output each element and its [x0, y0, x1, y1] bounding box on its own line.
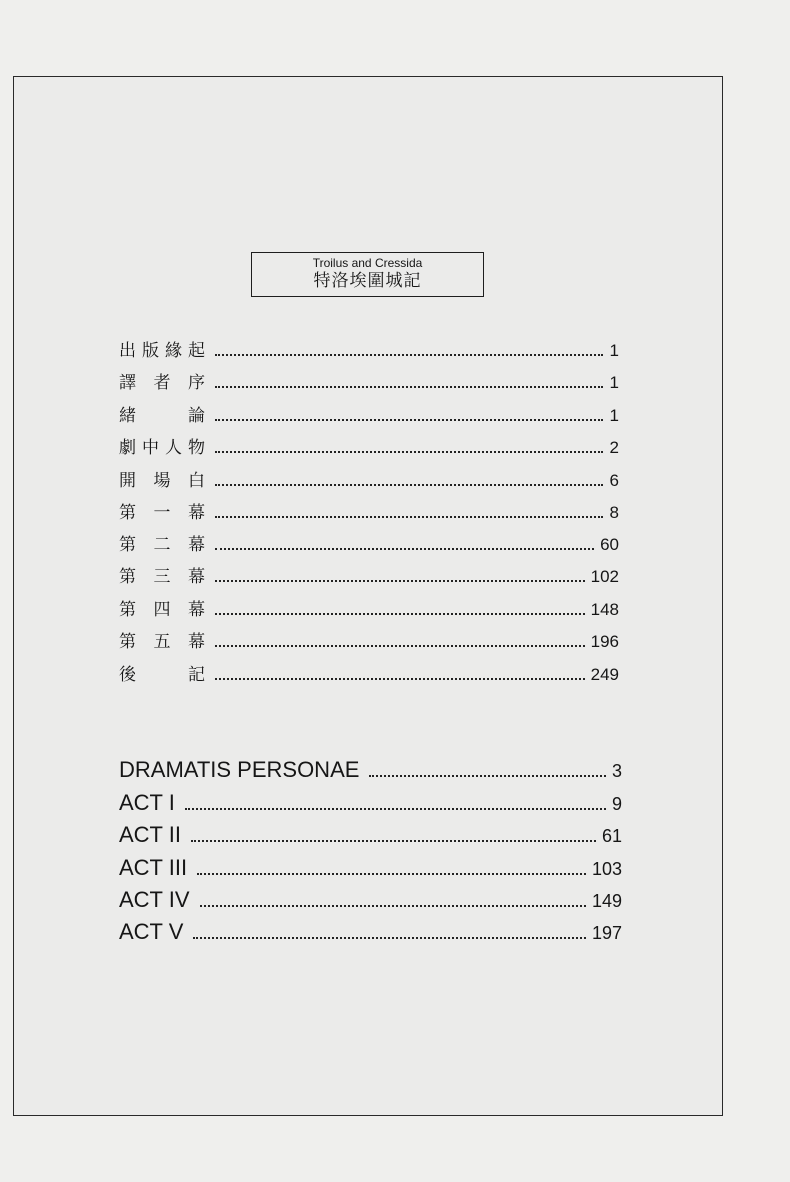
toc-item-label: 第五幕: [119, 632, 205, 652]
toc-item-label: 第一幕: [119, 503, 205, 523]
toc-item-label: ACT I: [119, 790, 175, 815]
toc-item-page: 149: [591, 891, 622, 911]
toc-leader-dots: [193, 937, 586, 939]
toc-item-label: 後記: [119, 665, 205, 685]
toc-item[interactable]: [119, 466, 619, 498]
toc-item-label: 緒論: [119, 406, 205, 426]
toc-item-label: 第三幕: [119, 567, 205, 587]
toc-leader-dots: [215, 548, 594, 550]
toc-leader-dots: [197, 873, 586, 875]
toc-item-label: DRAMATIS PERSONAE: [119, 757, 360, 782]
toc-item-label: 譯者序: [119, 373, 205, 393]
toc-item-label: ACT IV: [119, 887, 190, 912]
toc-item[interactable]: [119, 595, 619, 627]
toc-item-label: ACT II: [119, 822, 181, 847]
toc-item[interactable]: [119, 757, 622, 790]
toc-item-page: 2: [609, 438, 619, 457]
toc-item[interactable]: [119, 822, 622, 855]
toc-leader-dots: [185, 808, 606, 810]
toc-item[interactable]: [119, 433, 619, 465]
toc-item[interactable]: [119, 368, 619, 400]
title-box: [251, 252, 484, 297]
toc-leader-dots: [369, 775, 606, 777]
toc-item-page: 8: [609, 503, 619, 522]
toc-item-page: 197: [591, 923, 622, 943]
toc-leader-dots: [215, 484, 603, 486]
toc-item-page: 1: [609, 373, 619, 392]
toc-item-page: 60: [600, 535, 619, 554]
toc-item[interactable]: [119, 530, 619, 562]
title-chinese: 特洛埃圍城記: [313, 271, 422, 291]
toc-item-label: 第二幕: [119, 535, 205, 555]
toc-item-page: 102: [590, 567, 619, 586]
toc-item[interactable]: [119, 627, 619, 659]
toc-leader-dots: [215, 678, 585, 680]
toc-item[interactable]: [119, 790, 622, 823]
toc-item[interactable]: [119, 336, 619, 368]
toc-item-page: 103: [591, 859, 622, 879]
toc-item-label: 開場白: [119, 471, 205, 491]
toc-leader-dots: [215, 451, 603, 453]
toc-item[interactable]: [119, 887, 622, 920]
toc-item-page: 1: [609, 341, 619, 360]
toc-item-label: ACT III: [119, 855, 188, 880]
toc-leader-dots: [191, 840, 596, 842]
toc-item-page: 3: [611, 761, 622, 781]
title-english: Troilus and Cressida: [312, 256, 423, 270]
toc-item-page: 196: [590, 632, 619, 651]
toc-item[interactable]: [119, 855, 622, 888]
toc-leader-dots: [215, 419, 603, 421]
toc-leader-dots: [215, 613, 585, 615]
toc-item-label: ACT V: [119, 919, 184, 944]
toc-item-page: 148: [590, 600, 619, 619]
toc-item[interactable]: [119, 660, 619, 692]
toc-item[interactable]: [119, 401, 619, 433]
toc-item-label: 出版緣起: [119, 341, 205, 361]
toc-item-page: 1: [609, 406, 619, 425]
toc-item-page: 61: [601, 826, 622, 846]
toc-leader-dots: [215, 386, 603, 388]
toc-leader-dots: [215, 516, 603, 518]
toc-item-page: 249: [590, 665, 619, 684]
toc-leader-dots: [215, 645, 585, 647]
toc-item-page: 9: [611, 794, 622, 814]
toc-item[interactable]: [119, 919, 622, 952]
toc-item[interactable]: [119, 498, 619, 530]
toc-item-label: 第四幕: [119, 600, 205, 620]
toc-leader-dots: [200, 905, 586, 907]
toc-item-page: 6: [609, 471, 619, 490]
toc-leader-dots: [215, 580, 585, 582]
toc-item[interactable]: [119, 562, 619, 594]
toc-item-label: 劇中人物: [119, 438, 205, 458]
toc-leader-dots: [215, 354, 603, 356]
